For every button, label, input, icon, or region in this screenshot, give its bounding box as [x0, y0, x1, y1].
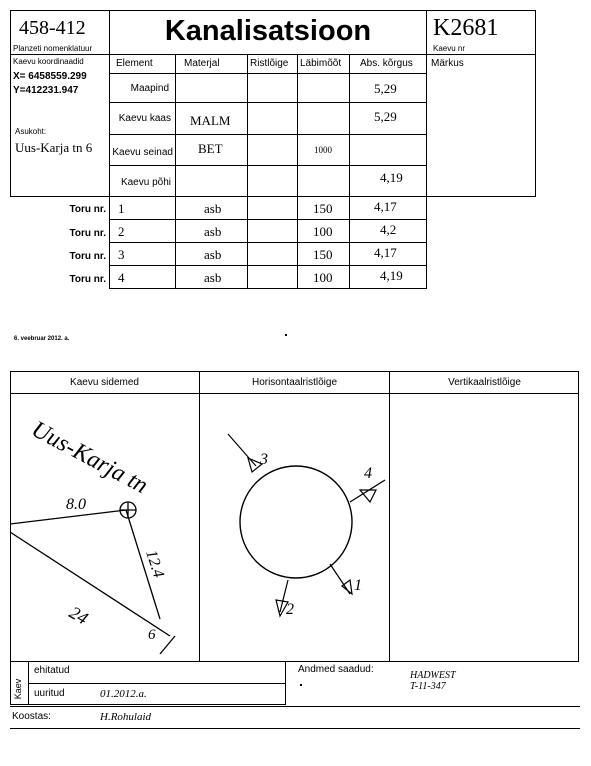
- horizontal-section-sketch: [200, 394, 389, 662]
- pipe-label: Toru nr.: [69, 251, 106, 262]
- sketch-col-title-horizontal: Horisontaalristlõige: [251, 377, 338, 388]
- pipe-no-cell: [109, 196, 176, 220]
- measure-label-a: 8.0: [66, 496, 86, 513]
- pipe-cross-cell: [247, 196, 298, 220]
- pipe-height-cell: [349, 265, 427, 289]
- table-row-cross: [247, 165, 298, 197]
- pipe-height: 4,19: [380, 268, 403, 283]
- coordinates-panel: [10, 54, 110, 197]
- pipe-cross-cell: [247, 265, 298, 289]
- pipe-height: 4,2: [380, 222, 397, 237]
- table-row-diameter: [297, 73, 350, 103]
- sketch-col-title-ties: Kaevu sidemed: [70, 377, 139, 388]
- coordinate-y: Y=412231.947: [13, 85, 79, 96]
- table-row-diameter: [297, 165, 350, 197]
- pipe-height-cell: [349, 242, 427, 266]
- col-header-cross-text: Ristlõige: [250, 58, 289, 69]
- table-row-material: [175, 102, 248, 135]
- pipe-diameter: 150: [313, 247, 333, 262]
- col-header-element: [109, 54, 176, 74]
- pipe-material: asb: [204, 224, 222, 239]
- pipe-diameter: 100: [313, 224, 333, 239]
- pipe-diameter-cell: [297, 219, 350, 243]
- remarks-label: Märkus: [431, 58, 464, 69]
- pipe-material-cell: [175, 242, 248, 266]
- nomenclature-label: Planzeti nomenklatuur: [13, 44, 93, 53]
- col-header-material-text: Materjal: [184, 58, 220, 69]
- pipe-arrow-1: [330, 564, 352, 594]
- table-row-height: [349, 165, 427, 197]
- pipe-label: Toru nr.: [69, 228, 106, 239]
- row-material-value: MALM: [190, 113, 231, 128]
- scan-dot: [285, 334, 287, 336]
- pipe-height-cell: [349, 219, 427, 243]
- ties-sketch: [10, 394, 199, 662]
- pipe-material: asb: [204, 201, 222, 216]
- pipe-no: 2: [118, 224, 125, 239]
- table-row-element: [109, 165, 176, 197]
- col-header-height: [349, 54, 427, 74]
- pipe-material-cell: [175, 196, 248, 220]
- col-header-material: [175, 54, 248, 74]
- measure-label-b: 12.4: [142, 547, 168, 580]
- row-diameter-value: 1000: [314, 145, 332, 155]
- built-label: ehitatud: [34, 665, 70, 676]
- col-header-height-text: Abs. kõrgus: [360, 58, 413, 69]
- row-element-label: Kaevu põhi: [120, 177, 171, 188]
- data-source-ref: T-11-347: [410, 681, 446, 692]
- well-status-mid-rule: [28, 683, 286, 684]
- col-header-diameter-text: Läbimõõt: [300, 58, 342, 69]
- remarks-column: [426, 54, 536, 197]
- table-row-height: [349, 102, 427, 135]
- data-source-dot: [300, 684, 302, 686]
- location-value: Uus-Karja tn 6: [15, 140, 93, 155]
- col-header-cross: [247, 54, 298, 74]
- pipe-no: 4: [118, 270, 125, 285]
- row-material-value: BET: [198, 141, 223, 156]
- table-row-cross: [247, 73, 298, 103]
- col-header-element-text: Element: [116, 58, 153, 69]
- pipe-material: asb: [204, 247, 222, 262]
- table-row-diameter: [297, 102, 350, 135]
- pipe-diameter: 150: [313, 201, 333, 216]
- table-row-element: [109, 134, 176, 166]
- tie-line-diagonal: [10, 532, 170, 636]
- coordinates-label: Kaevu koordinaadid: [13, 57, 84, 66]
- pipe-cross-cell: [247, 242, 298, 266]
- pipe-label: Toru nr.: [69, 204, 106, 215]
- street-name-handwritten: Uus-Karja tn: [27, 416, 152, 500]
- compiled-rule-top: [10, 706, 580, 707]
- title-box: [109, 10, 427, 55]
- pipe-diameter: 100: [313, 270, 333, 285]
- table-row-material: [175, 134, 248, 166]
- table-row-element: [109, 73, 176, 103]
- measure-label-c: 24: [66, 602, 92, 629]
- pipe-height-cell: [349, 196, 427, 220]
- pipe-no: 1: [118, 201, 125, 216]
- pipe-label-2: 2: [286, 601, 294, 618]
- well-side-label: Kaev: [13, 678, 23, 700]
- row-height-value: 4,19: [380, 170, 403, 185]
- pipe-no-cell: [109, 219, 176, 243]
- table-row-material: [175, 73, 248, 103]
- data-source-label: Andmed saadud:: [298, 664, 374, 675]
- pipe-label-4: 4: [364, 465, 372, 482]
- table-row-height: [349, 134, 427, 166]
- pipe-label: Toru nr.: [69, 274, 106, 285]
- pipe-material-cell: [175, 219, 248, 243]
- pipe-material-cell: [175, 265, 248, 289]
- pipe-arrow-3: [228, 434, 262, 472]
- data-source-value: HADWEST: [410, 670, 456, 681]
- compiled-by: H.Rohulaid: [100, 711, 152, 723]
- pipe-height: 4,17: [374, 245, 397, 260]
- table-row-material: [175, 165, 248, 197]
- coordinate-x: X= 6458559.299: [13, 71, 87, 82]
- pipe-height: 4,17: [374, 199, 397, 214]
- row-element-label: Maapind: [130, 83, 169, 94]
- pipe-label-1: 1: [354, 577, 362, 594]
- table-row-diameter: [297, 134, 350, 166]
- well-outline: [240, 466, 352, 578]
- well-number-box: [426, 10, 536, 55]
- sketch-col-title-vertical: Vertikaalristlõige: [448, 377, 521, 388]
- row-element-label: Kaevu seinad: [112, 147, 173, 158]
- sketch-divider-2: [389, 371, 390, 662]
- row-element-label: Kaevu kaas: [118, 113, 171, 124]
- pipe-no-cell: [109, 265, 176, 289]
- pipe-no-cell: [109, 242, 176, 266]
- page-title: Kanalisatsioon: [164, 15, 372, 47]
- table-row-height: [349, 73, 427, 103]
- pipe-diameter-cell: [297, 242, 350, 266]
- nomenclature-box: [10, 10, 110, 55]
- compiled-rule-bottom: [10, 728, 580, 729]
- pipe-cross-cell: [247, 219, 298, 243]
- measure-label-d: 6: [148, 627, 156, 643]
- pipe-material: asb: [204, 270, 222, 285]
- compiled-label: Koostas:: [12, 711, 51, 722]
- location-label: Asukoht:: [15, 127, 47, 136]
- pipe-rows: [0, 196, 591, 292]
- row-height-value: 5,29: [374, 81, 397, 96]
- nomenclature-number: 458-412: [19, 17, 86, 39]
- pipe-diameter-cell: [297, 196, 350, 220]
- pipe-arrow-4: [350, 480, 385, 502]
- measured-label: uuritud: [34, 688, 65, 699]
- measured-value: 01.2012.a.: [100, 688, 147, 700]
- pipe-label-3: 3: [260, 451, 268, 468]
- table-row-cross: [247, 134, 298, 166]
- well-number-label: Kaevu nr: [433, 44, 466, 53]
- row-height-value: 5,29: [374, 109, 397, 124]
- col-header-diameter: [297, 54, 350, 74]
- pipe-diameter-cell: [297, 265, 350, 289]
- table-row-cross: [247, 102, 298, 135]
- tie-line-bottom: [160, 636, 175, 654]
- table-row-element: [109, 102, 176, 135]
- well-number: K2681: [433, 15, 499, 41]
- document-date: 6. veebruar 2012. a.: [14, 336, 70, 342]
- pipe-no: 3: [118, 247, 125, 262]
